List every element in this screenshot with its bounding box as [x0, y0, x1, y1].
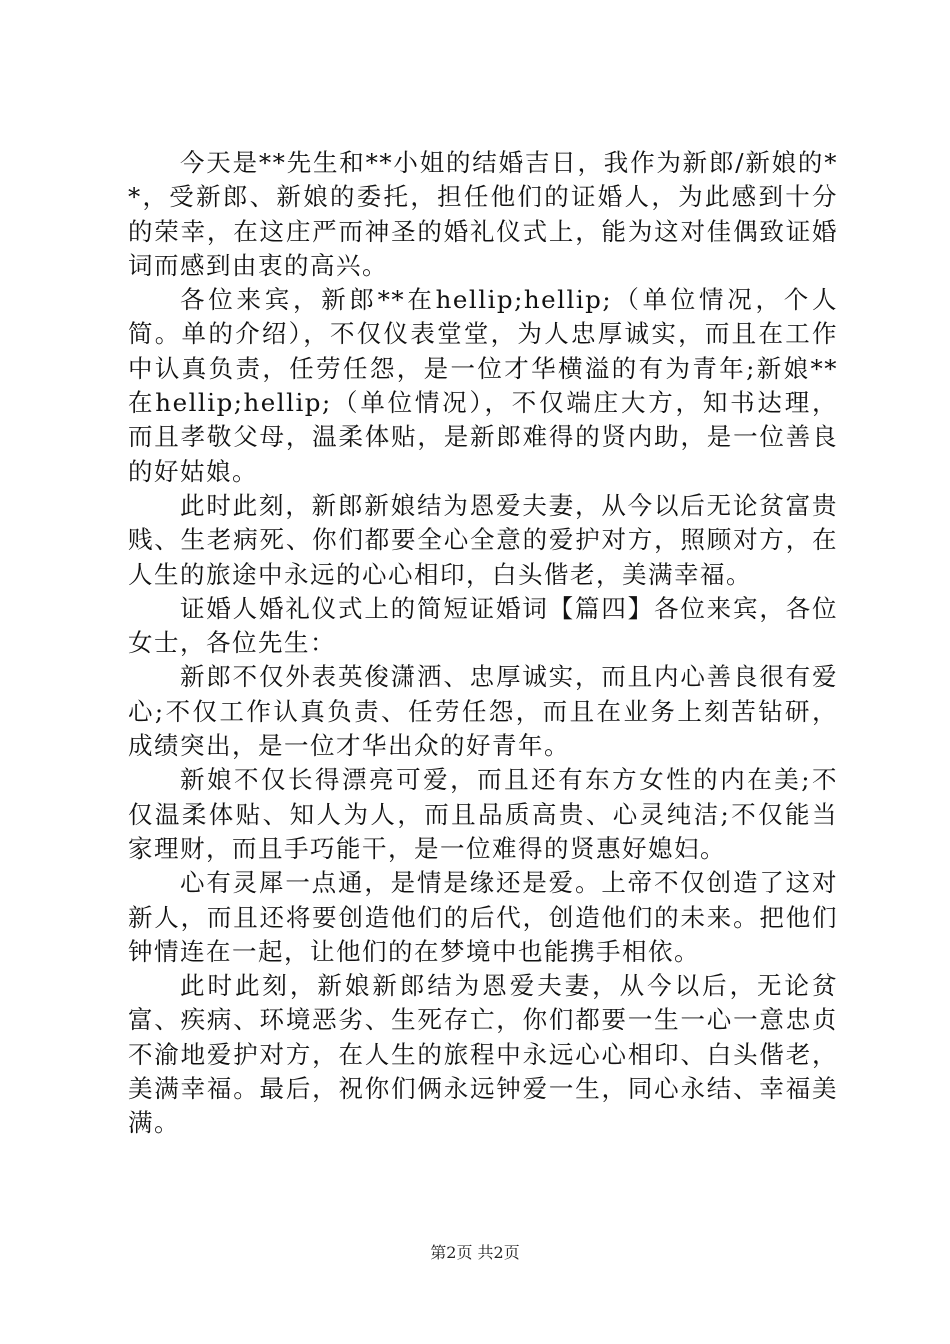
paragraph-7: 心有灵犀一点通，是情是缘还是爱。上帝不仅创造了这对新人，而且还将要创造他们的后代，创造他们的未来。把他们钟情连在一起，让他们的在梦境中也能携手相依。	[128, 868, 838, 966]
page-number-footer: 第2页 共2页	[430, 1243, 520, 1262]
paragraph-1: 今天是**先生和**小姐的结婚吉日，我作为新郎/新娘的**，受新郎、新娘的委托，担任他们的证婚人，为此感到十分的荣幸，在这庄严而神圣的婚礼仪式上，能为这对佳偶致证婚词而感到由衷的高兴。	[128, 148, 838, 280]
document-body	[128, 146, 838, 1141]
paragraph-6: 新娘不仅长得漂亮可爱，而且还有东方女性的内在美;不仅温柔体贴、知人为人，而且品质高贵、心灵纯洁;不仅能当家理财，而且手巧能干，是一位难得的贤惠好媳妇。	[128, 765, 838, 863]
paragraph-5: 新郎不仅外表英俊潇洒、忠厚诚实，而且内心善良很有爱心;不仅工作认真负责、任劳任怨，而且在业务上刻苦钻研，成绩突出，是一位才华出众的好青年。	[128, 662, 838, 761]
paragraph-4: 证婚人婚礼仪式上的简短证婚词【篇四】各位来宾，各位女士，各位先生：	[128, 593, 838, 658]
paragraph-3: 此时此刻，新郎新娘结为恩爱夫妻，从今以后无论贫富贵贱、生老病死、你们都要全心全意的爱护对方，照顾对方，在人生的旅途中永远的心心相印，白头偕老，美满幸福。	[128, 490, 838, 589]
paragraph-2: 各位来宾，新郎**在hellip;hellip;（单位情况，个人简。单的介绍），不仅仪表堂堂，为人忠厚诚实，而且在工作中认真负责，任劳任怨，是一位才华横溢的有为青年;新娘**在hellip;hellip;（单位情况），不仅端庄大方，知书达理，而且孝敬父母，温柔体贴，是新郎难得的贤内助，是一位善良的好姑娘。	[128, 285, 838, 486]
paragraph-8: 此时此刻，新娘新郎结为恩爱夫妻，从今以后，无论贫富、疾病、环境恶劣、生死存亡，你们都要一生一心一意忠贞不渝地爱护对方，在人生的旅程中永远心心相印、白头偕老，美满幸福。最后，祝你们俩永远钟爱一生，同心永结、幸福美满。	[128, 971, 838, 1138]
